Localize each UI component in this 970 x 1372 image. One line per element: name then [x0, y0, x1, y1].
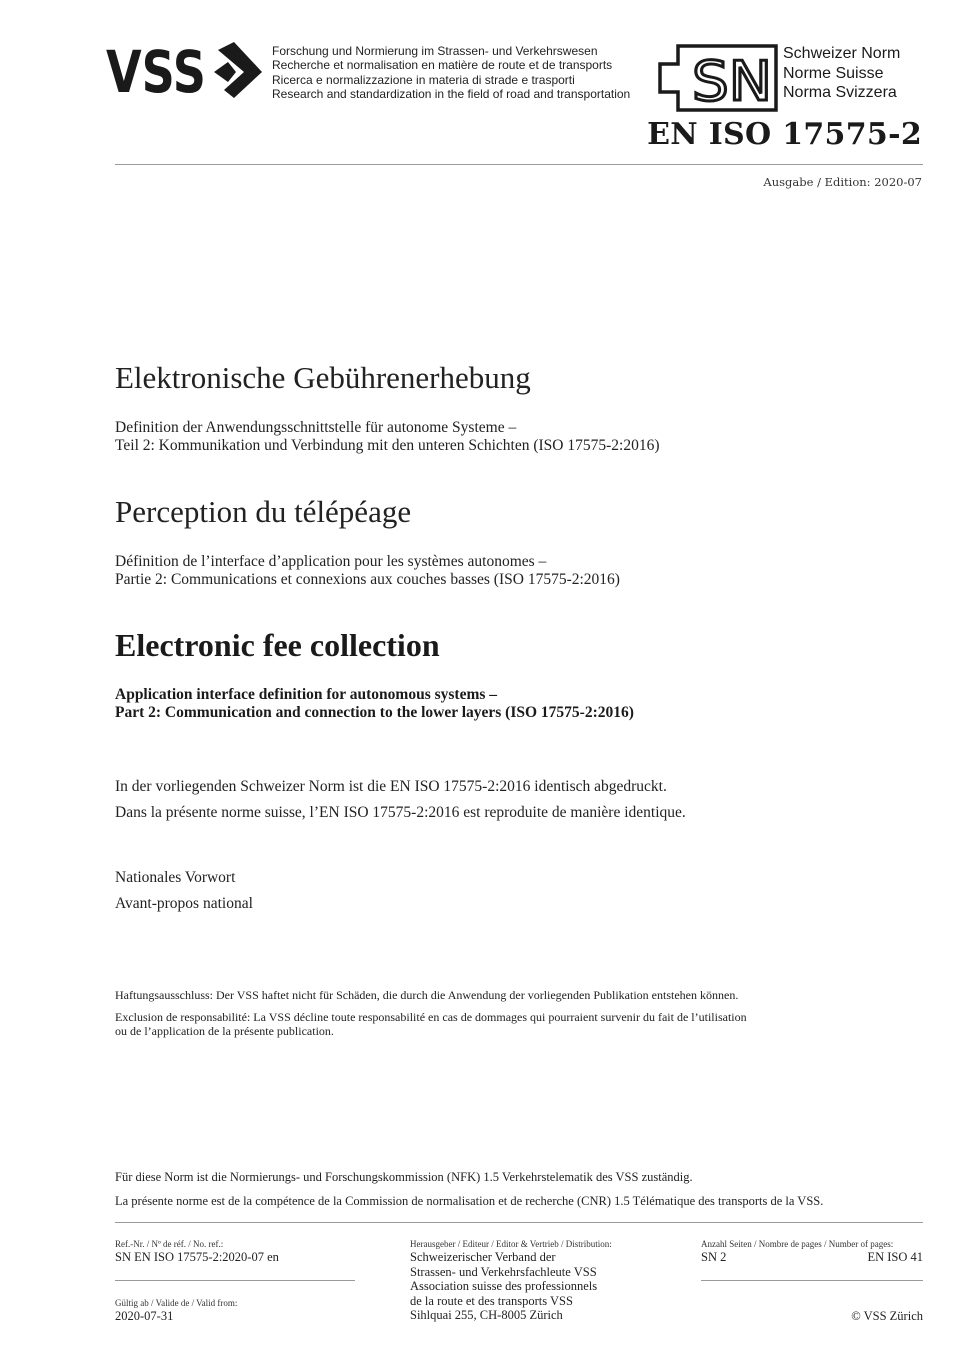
footer-divider [115, 1222, 923, 1223]
page-count-label: Anzahl Seiten / Nombre de pages / Number of pages: [701, 1239, 894, 1249]
subtitle-french-1: Définition de l’interface d’application pour les systèmes autonomes – [115, 553, 547, 570]
competence-french: La présente norme est de la compétence de la Commission de normalisation et de recherche (CNR) 1.5 Télématique des transports de la VSS. [115, 1194, 824, 1208]
title-english: Electronic fee collection [115, 627, 440, 663]
statement-french: Dans la présente norme suisse, l’EN ISO 17575-2:2016 est reproduite de manière identique. [115, 804, 686, 821]
publisher-label: Herausgeber / Editeur / Editor & Vertrieb / Distribution: [410, 1239, 612, 1249]
vss-tagline [272, 44, 630, 101]
foreword-french: Avant-propos national [115, 895, 253, 912]
vss-line: Research and standardization in the field of road and transportation [272, 86, 631, 101]
publisher-line: Association suisse des professionnels [410, 1279, 598, 1294]
vss-arrow-icon [214, 42, 262, 98]
subtitle-french-2: Partie 2: Communications et connexions aux couches basses (ISO 17575-2:2016) [115, 571, 620, 588]
title-french: Perception du télépéage [115, 494, 412, 529]
vss-line: Forschung und Normierung im Strassen- und Verkehrswesen [272, 44, 598, 58]
disclaimer-german: Haftungsausschluss: Der VSS haftet nicht für Schäden, die durch die Anwendung der vorliegenden Publikation entstehen können. [115, 988, 739, 1002]
sn-line: Schweizer Norm [783, 45, 901, 62]
vss-logo [106, 40, 266, 100]
publisher-address [410, 1250, 597, 1323]
publisher-line: Schweizerischer Verband der [410, 1250, 556, 1264]
publisher-line: de la route et des transports VSS [410, 1293, 573, 1308]
ref-number-label: Ref.-Nr. / Nº de réf. / No. ref.: [115, 1239, 224, 1249]
footer-right-divider [701, 1280, 923, 1281]
subtitle-english-2: Part 2: Communication and connection to the lower layers (ISO 17575-2:2016) [115, 704, 634, 721]
sn-logo-text: SN [692, 50, 772, 112]
copyright: © VSS Zürich [851, 1309, 923, 1323]
subtitle-english-1: Application interface definition for autonomous systems – [115, 686, 498, 703]
subtitle-german-2: Teil 2: Kommunikation und Verbindung mit den unteren Schichten (ISO 17575-2:2016) [115, 437, 660, 454]
header-divider [115, 164, 923, 165]
sn-line: Norma Svizzera [783, 84, 897, 101]
statement-german: In der vorliegenden Schweizer Norm ist die EN ISO 17575-2:2016 identisch abgedruckt. [115, 778, 667, 795]
disclaimer-french-1: Exclusion de responsabilité: La VSS décline toute responsabilité en cas de dommages qui pourraient survenir du fait de l’utilisation [115, 1010, 747, 1024]
vss-line: Ricerca e normalizzazione in materia di strade e trasporti [272, 72, 575, 87]
valid-from-value: 2020-07-31 [115, 1309, 174, 1323]
sn-line: Norme Suisse [783, 64, 884, 82]
publisher-line: Strassen- und Verkehrsfachleute VSS [410, 1264, 597, 1279]
foreword-german: Nationales Vorwort [115, 869, 236, 886]
vss-logo-text: VSS [106, 40, 206, 100]
ref-number-value: SN EN ISO 17575-2:2020-07 en [115, 1250, 279, 1264]
subtitle-german-1: Definition der Anwendungsschnittstelle für autonome Systeme – [115, 419, 517, 436]
disclaimer-french-2: ou de l’application de la présente publication. [115, 1024, 334, 1038]
document-number: EN ISO 17575-2 [647, 117, 922, 152]
sn-tagline [783, 44, 900, 103]
sn-logo [656, 44, 782, 112]
publisher-line: Sihlquai 255, CH-8005 Zürich [410, 1308, 563, 1323]
page-count-sn: SN 2 [701, 1250, 727, 1264]
vss-line: Recherche et normalisation en matière de route et de transports [272, 58, 613, 73]
page-count-en: EN ISO 41 [867, 1250, 923, 1264]
valid-from-label: Gültig ab / Valide de / Valid from: [115, 1298, 238, 1308]
title-german: Elektronische Gebührenerhebung [115, 360, 531, 395]
competence-german: Für diese Norm ist die Normierungs- und Forschungskommission (NFK) 1.5 Verkehrstelematik des VSS zuständig. [115, 1170, 693, 1184]
edition-date: Ausgabe / Edition: 2020-07 [763, 175, 922, 189]
footer-left-divider [115, 1280, 355, 1281]
